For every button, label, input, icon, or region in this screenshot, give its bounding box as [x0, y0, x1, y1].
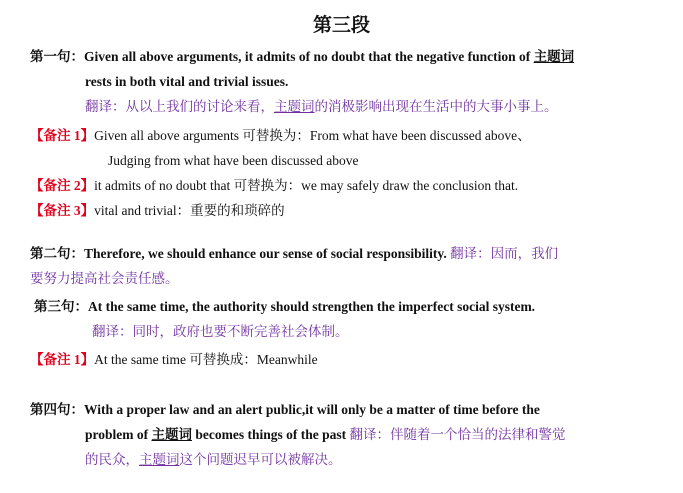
note-3-label: 【备注 3】 — [30, 203, 95, 218]
sentence-4-line-1 — [30, 397, 670, 422]
sentence-1-text-a: Given all above arguments, it admits of no doubt that the negative function of — [84, 49, 534, 64]
sentence-4-tr-a: 翻译：伴随着一个恰当的法律和警觉 — [346, 427, 566, 442]
sentence-4 — [30, 397, 670, 472]
page-title: 第三段 — [312, 15, 370, 36]
sentence-1-english — [30, 44, 660, 69]
note-1-text-b: Judging from what have been discussed above — [108, 153, 359, 168]
sentence-4-line-2 — [30, 422, 670, 447]
sentence-3-label: 第三句： — [34, 299, 88, 314]
sentence-4-tr-term: 主题词 — [139, 452, 180, 467]
sentence-1-text-b: rests in both vital and trivial issues. — [85, 74, 289, 89]
sentence-4-tr-c: 这个问题迟早可以被解决。 — [179, 452, 342, 467]
sentence-3-note-text: At the same time 可替换成：Meanwhile — [94, 352, 318, 367]
sentence-1-term: 主题词 — [533, 49, 575, 64]
sentence-1-translation — [30, 94, 660, 119]
sentence-1 — [30, 44, 660, 119]
sentence-1-tr-term: 主题词 — [274, 99, 315, 114]
sentence-4-line-3 — [30, 447, 670, 472]
sentence-3-tr: 翻译：同时，政府也要不断完善社会体制。 — [92, 324, 349, 339]
sentence-3 — [34, 294, 664, 344]
sentence-2-tr-a: 翻译：因而，我们 — [446, 246, 559, 261]
sentence-1-tr-label: 翻译： — [85, 99, 126, 114]
sentence-4-text-c: becomes things of the past — [192, 427, 347, 442]
sentence-2 — [30, 241, 660, 291]
sentence-3-translation — [34, 319, 664, 344]
note-3 — [30, 198, 670, 223]
sentence-4-tr-b: 的民众， — [85, 452, 139, 467]
note-1 — [30, 123, 670, 148]
note-3-text: vital and trivial：重要的和琐碎的 — [94, 203, 285, 218]
sentence-2-label: 第二句： — [30, 246, 84, 261]
sentence-3-note-label: 【备注 1】 — [30, 352, 95, 367]
sentence-4-text-a: With a proper law and an alert public,it will only be a matter of time before the — [84, 402, 540, 417]
sentence-2-english: Therefore, we should enhance our sense of social responsibility. — [84, 246, 447, 261]
sentence-4-text-b: problem of — [85, 427, 152, 442]
sentence-2-line-2 — [30, 266, 660, 291]
note-2 — [30, 173, 670, 198]
sentence-4-term: 主题词 — [151, 427, 192, 442]
note-2-label: 【备注 2】 — [30, 178, 95, 193]
sentence-3-note — [30, 347, 660, 372]
sentence-1-tr-b: 的消极影响出现在生活中的大事小事上。 — [314, 99, 558, 114]
note-2-text: it admits of no doubt that 可替换为：we may safely draw the conclusion that. — [94, 178, 519, 193]
note-1-cont — [30, 148, 670, 173]
sentence-4-label: 第四句： — [30, 402, 84, 417]
sentence-1-notes — [30, 123, 670, 223]
sentence-2-line-1 — [30, 241, 660, 266]
note-1-label: 【备注 1】 — [30, 128, 95, 143]
note-1-text-a: Given all above arguments 可替换为：From what have been discussed above、 — [94, 128, 531, 143]
sentence-1-label: 第一句： — [30, 49, 84, 64]
sentence-3-english: At the same time, the authority should strengthen the imperfect social system. — [88, 299, 536, 314]
sentence-2-tr-b: 要努力提高社会责任感。 — [30, 271, 179, 286]
sentence-1-english-cont — [30, 69, 660, 94]
sentence-3-english-line — [34, 294, 664, 319]
sentence-1-tr-a: 从以上我们的讨论来看， — [125, 99, 274, 114]
